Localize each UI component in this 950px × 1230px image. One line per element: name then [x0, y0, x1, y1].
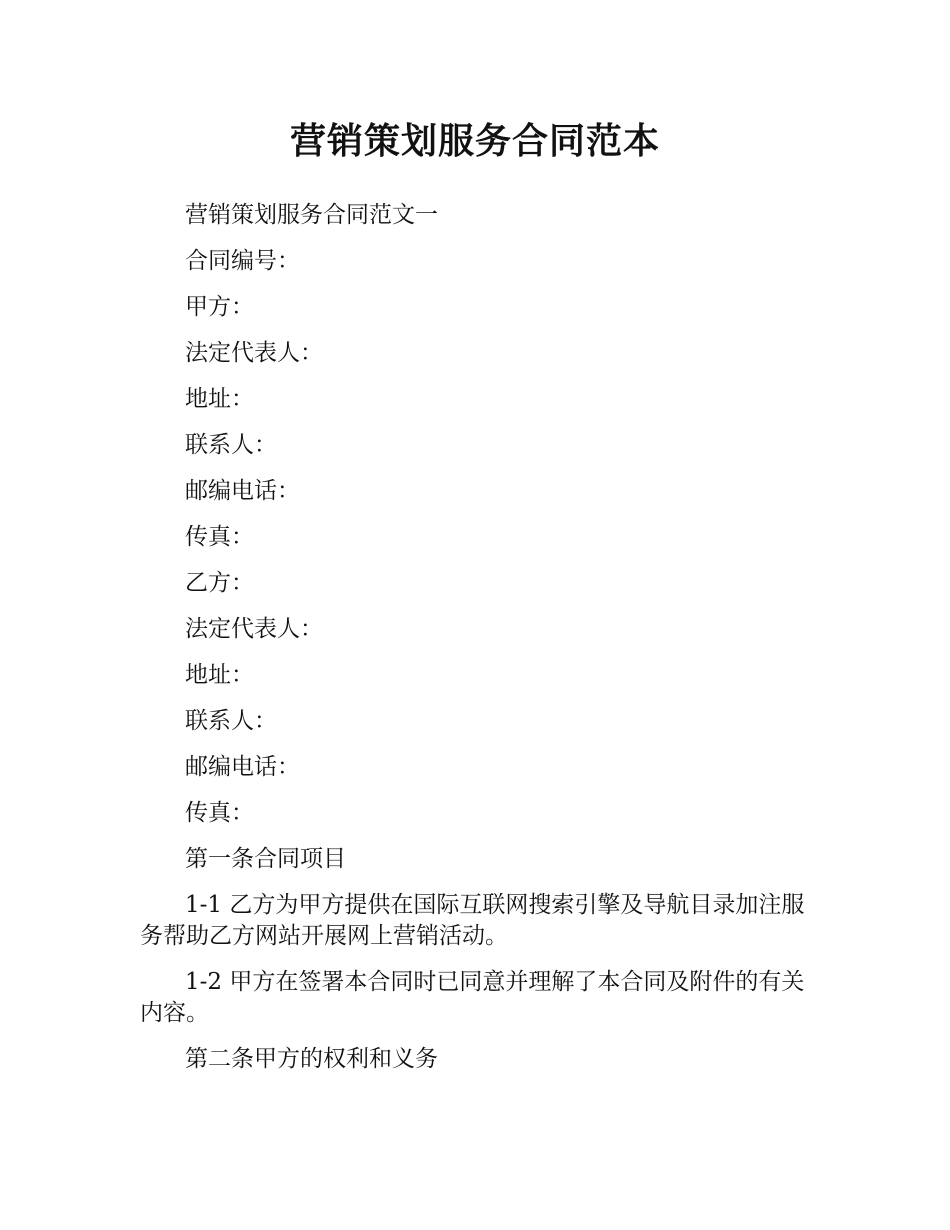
document-title: 营销策划服务合同范本 [289, 121, 660, 162]
paragraph-party-a-address: 地址： [185, 386, 254, 412]
document-body [140, 200, 805, 1090]
paragraph-party-b: 乙方： [185, 570, 254, 596]
paragraph-party-a-postcode-phone: 邮编电话： [185, 478, 300, 504]
paragraph-party-a-legal-rep: 法定代表人： [185, 340, 323, 366]
paragraph-clause-1-2: 1-2 甲方在签署本合同时已同意并理解了本合同及附件的有关内容。 [140, 969, 805, 1026]
paragraph-party-b-legal-rep: 法定代表人： [185, 616, 323, 642]
paragraph-party-a: 甲方： [185, 294, 254, 320]
paragraph-clause-1-1: 1-1 乙方为甲方提供在国际互联网搜索引擎及导航目录加注服务帮助乙方网站开展网上营销活动。 [140, 892, 805, 949]
paragraph-subtitle: 营销策划服务合同范文一 [185, 202, 438, 228]
paragraph-party-a-contact: 联系人： [185, 432, 277, 458]
paragraph-party-b-contact: 联系人： [185, 708, 277, 734]
paragraph-article-2-heading: 第二条甲方的权利和义务 [185, 1046, 438, 1072]
paragraph-article-1-heading: 第一条合同项目 [185, 846, 346, 872]
paragraph-party-b-fax: 传真： [185, 800, 254, 826]
paragraph-party-a-fax: 传真： [185, 524, 254, 550]
paragraph-contract-number: 合同编号： [185, 248, 300, 274]
paragraph-party-b-postcode-phone: 邮编电话： [185, 754, 300, 780]
paragraph-party-b-address: 地址： [185, 662, 254, 688]
